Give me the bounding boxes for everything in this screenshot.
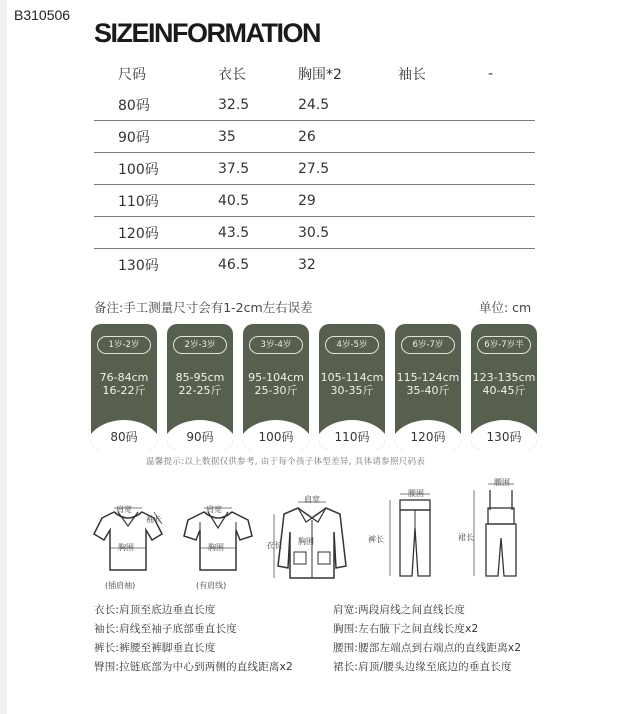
cell-length: 46.5 xyxy=(218,256,250,273)
size-card xyxy=(319,324,385,450)
size-card-row xyxy=(91,324,541,450)
shoulder-label: 肩宽 xyxy=(304,495,320,504)
cell-sleeve xyxy=(398,185,488,217)
size-table xyxy=(94,58,535,280)
cell-extra xyxy=(488,153,535,185)
height-range: 85-95cm xyxy=(175,371,225,384)
cell-sleeve xyxy=(398,249,488,281)
table-header-row xyxy=(94,58,535,89)
pants-length-label: 裤长 xyxy=(368,535,384,544)
size-card xyxy=(91,324,157,450)
table-row xyxy=(94,121,535,153)
cell-sleeve xyxy=(398,217,488,249)
size-card xyxy=(471,324,537,450)
shoulder-label: 肩宽 xyxy=(206,505,222,514)
page-title: SIZEINFORMATION xyxy=(94,18,320,48)
cell-size: 130码 xyxy=(118,257,159,274)
pants-figure xyxy=(368,488,440,584)
chest-label: 胸围 xyxy=(298,537,314,546)
header-size: 尺码 xyxy=(118,66,146,83)
waist-label: 腰围 xyxy=(408,489,424,498)
cell-sleeve xyxy=(398,153,488,185)
age-badge: 3岁-4岁 xyxy=(249,336,303,354)
cell-chest: 26 xyxy=(298,128,316,145)
unit-label: 单位: cm xyxy=(479,300,532,315)
cell-extra xyxy=(488,89,535,121)
size-label: 120码 xyxy=(410,430,446,444)
definition-shoulder: 肩宽:两段肩线之间直线长度 xyxy=(333,604,466,616)
cell-size: 80码 xyxy=(118,97,150,114)
size-card xyxy=(243,324,309,450)
cell-extra xyxy=(488,121,535,153)
size-card xyxy=(395,324,461,450)
cell-extra xyxy=(488,185,535,217)
sleeve-label: 袖长 xyxy=(146,515,162,524)
cell-length: 35 xyxy=(218,128,236,145)
definition-sleeve: 袖长:肩线至袖子底部垂直长度 xyxy=(94,623,237,635)
size-label: 80码 xyxy=(110,430,138,444)
weight-range: 30-35斤 xyxy=(330,384,374,397)
size-label: 100码 xyxy=(258,430,294,444)
height-range: 95-104cm xyxy=(248,371,304,384)
cell-length: 32.5 xyxy=(218,96,250,113)
overalls-figure xyxy=(458,476,532,584)
header-chest: 胸围*2 xyxy=(298,66,342,83)
cell-sleeve xyxy=(398,121,488,153)
raglan-caption: (插肩袖) xyxy=(105,581,136,590)
header-length: 衣长 xyxy=(218,66,246,83)
setin-caption: (有肩线) xyxy=(196,581,227,590)
cell-size: 100码 xyxy=(118,161,159,178)
chest-label: 胸围 xyxy=(118,543,134,552)
header-extra: - xyxy=(488,65,494,82)
age-badge: 6岁-7岁半 xyxy=(477,336,531,354)
weight-range: 40-45斤 xyxy=(482,384,526,397)
height-range: 105-114cm xyxy=(320,371,384,384)
size-label: 90码 xyxy=(186,430,214,444)
table-row xyxy=(94,249,535,281)
chest-label: 胸围 xyxy=(208,543,224,552)
age-badge: 2岁-3岁 xyxy=(173,336,227,354)
cell-size: 120码 xyxy=(118,225,159,242)
jacket-figure xyxy=(268,496,356,586)
weight-range: 22-25斤 xyxy=(178,384,222,397)
cell-chest: 30.5 xyxy=(298,224,330,241)
cell-extra xyxy=(488,249,535,281)
height-range: 76-84cm xyxy=(99,371,149,384)
cell-chest: 32 xyxy=(298,256,316,273)
product-code: B310506 xyxy=(14,7,71,23)
definition-hip: 臀围:拉链底部为中心到两侧的直线距离x2 xyxy=(94,661,293,673)
table-row xyxy=(94,217,535,249)
cell-chest: 29 xyxy=(298,192,316,209)
cell-chest: 24.5 xyxy=(298,96,330,113)
cell-chest: 27.5 xyxy=(298,160,330,177)
skirt-length-label: 裙长 xyxy=(458,533,474,542)
setin-tee-figure xyxy=(182,500,254,580)
waist-label: 腰围 xyxy=(494,478,510,487)
height-range: 123-135cm xyxy=(472,371,536,384)
cell-length: 40.5 xyxy=(218,192,250,209)
weight-range: 25-30斤 xyxy=(254,384,298,397)
age-badge: 4岁-5岁 xyxy=(325,336,379,354)
table-row xyxy=(94,185,535,217)
height-range: 115-124cm xyxy=(396,371,460,384)
cell-sleeve xyxy=(398,89,488,121)
left-edge-strip xyxy=(0,0,7,714)
cell-size: 90码 xyxy=(118,129,150,146)
raglan-tee-figure xyxy=(92,500,164,580)
definition-length: 衣长:肩顶至底边垂直长度 xyxy=(94,604,216,616)
size-label: 130码 xyxy=(486,430,522,444)
table-row xyxy=(94,89,535,121)
cell-length: 37.5 xyxy=(218,160,250,177)
cell-size: 110码 xyxy=(118,193,159,210)
cell-extra xyxy=(488,217,535,249)
shoulder-label: 肩宽 xyxy=(116,505,132,514)
overalls-icon xyxy=(466,476,532,584)
table-row xyxy=(94,153,535,185)
definition-chest: 胸围:左右腋下之间直线长度x2 xyxy=(333,623,479,635)
definition-waist: 腰围:腰部左端点到右端点的直线距离x2 xyxy=(333,642,522,654)
definition-skirt-length: 裙长:肩顶/腰头边缘至底边的垂直长度 xyxy=(333,661,512,673)
cell-length: 43.5 xyxy=(218,224,250,241)
weight-range: 35-40斤 xyxy=(406,384,450,397)
age-badge: 1岁-2岁 xyxy=(97,336,151,354)
header-sleeve: 袖长 xyxy=(398,66,426,83)
definition-pants-length: 裤长:裤腰至裤脚垂直长度 xyxy=(94,642,216,654)
length-label: 衣长 xyxy=(266,541,282,550)
measurement-note: 备注:手工测量尺寸会有1-2cm左右误差 xyxy=(94,300,313,315)
size-label: 110码 xyxy=(334,430,370,444)
size-card xyxy=(167,324,233,450)
pants-icon xyxy=(382,488,440,584)
age-badge: 6岁-7岁 xyxy=(401,336,455,354)
size-tip: 温馨提示:以上数据仅供参考, 由于每个孩子体型差异, 具体请参照尺码表 xyxy=(146,457,426,467)
weight-range: 16-22斤 xyxy=(102,384,146,397)
